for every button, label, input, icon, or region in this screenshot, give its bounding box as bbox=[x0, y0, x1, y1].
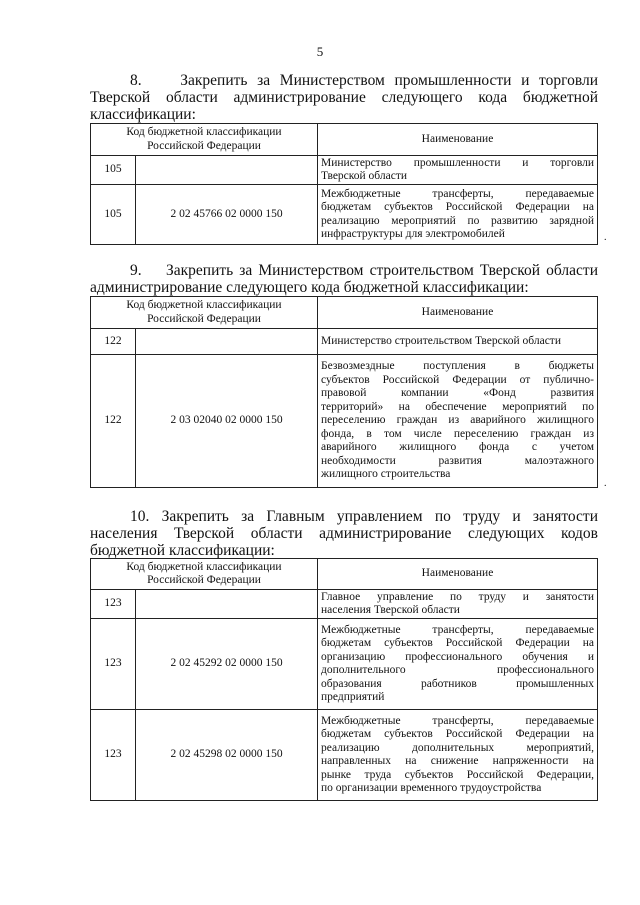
admin-code-cell: 123 bbox=[91, 710, 136, 801]
text-line: классификации: bbox=[90, 106, 196, 123]
name-cell: Министерство промышленности и торговли Тверской области bbox=[318, 156, 598, 185]
section-10-text bbox=[90, 508, 598, 559]
code-header: Код бюджетной классификации Российской Федерации bbox=[91, 124, 318, 156]
table-row bbox=[91, 156, 598, 185]
admin-code-cell: 123 bbox=[91, 590, 136, 619]
admin-code-cell: 123 bbox=[91, 619, 136, 710]
section-9-table bbox=[90, 296, 598, 488]
code-header: Код бюджетной классификации Российской Федерации bbox=[91, 559, 318, 590]
budget-code-cell: 2 02 45292 02 0000 150 bbox=[136, 619, 318, 710]
margin-mark: . bbox=[604, 478, 607, 489]
admin-code-cell: 105 bbox=[91, 156, 136, 185]
table-row bbox=[91, 590, 598, 619]
name-cell: Межбюджетные трансферты, передаваемые бюджетам субъектов Российской Федерации на реализацию дополнительных мероприятий, направленных на снижение напряженности на рынке труда субъектов Российской Федерации, по организации временного трудоустройства bbox=[318, 710, 598, 801]
name-cell: Межбюджетные трансферты, передаваемые бюджетам субъектов Российской Федерации на реализацию мероприятий по развитию зарядной инфраструктуры для электромобилей bbox=[318, 185, 598, 245]
table-header-row bbox=[91, 297, 598, 329]
admin-code-cell: 122 bbox=[91, 355, 136, 488]
table-row bbox=[91, 619, 598, 710]
text-line: Тверской области администрирование следующего кода бюджетной bbox=[90, 89, 598, 106]
name-header: Наименование bbox=[318, 559, 598, 590]
admin-code-cell: 122 bbox=[91, 329, 136, 355]
section-8-text bbox=[90, 72, 598, 123]
name-header: Наименование bbox=[318, 124, 598, 156]
budget-code-cell: 2 02 45766 02 0000 150 bbox=[136, 185, 318, 245]
text-line: 8. Закрепить за Министерством промышленности и торговли bbox=[130, 72, 598, 89]
budget-code-cell bbox=[136, 156, 318, 185]
text-line: 9. Закрепить за Министерством строительством Тверской области bbox=[130, 262, 598, 279]
budget-code-cell: 2 02 45298 02 0000 150 bbox=[136, 710, 318, 801]
name-header: Наименование bbox=[318, 297, 598, 329]
table-header-row bbox=[91, 559, 598, 590]
name-cell: Министерство строительством Тверской области bbox=[318, 329, 598, 355]
budget-code-cell bbox=[136, 329, 318, 355]
name-cell: Межбюджетные трансферты, передаваемые бюджетам субъектов Российской Федерации на организацию профессионального обучения и дополнительного профессионального образования работников промышленных предприятий bbox=[318, 619, 598, 710]
table-row bbox=[91, 355, 598, 488]
text-line: администрирование следующего кода бюджетной классификации: bbox=[90, 279, 529, 296]
table-row bbox=[91, 185, 598, 245]
budget-code-cell: 2 03 02040 02 0000 150 bbox=[136, 355, 318, 488]
table-header-row bbox=[91, 124, 598, 156]
section-10-table bbox=[90, 558, 598, 801]
page-number: 5 bbox=[316, 44, 324, 59]
table-row bbox=[91, 710, 598, 801]
table-row bbox=[91, 329, 598, 355]
text-line: 10. Закрепить за Главным управлением по труду и занятости bbox=[130, 508, 598, 525]
text-line: населения Тверской области администрирование следующих кодов bbox=[90, 525, 598, 542]
text-line: бюджетной классификации: bbox=[90, 542, 275, 559]
section-8-table bbox=[90, 123, 598, 245]
name-cell: Главное управление по труду и занятости населения Тверской области bbox=[318, 590, 598, 619]
code-header: Код бюджетной классификации Российской Федерации bbox=[91, 297, 318, 329]
section-9-text bbox=[90, 262, 598, 296]
name-cell: Безвозмездные поступления в бюджеты субъектов Российской Федерации от публично- правовой компании «Фонд развития территорий» на обеспечение мероприятий по переселению граждан из аварийного жилищного фонда, в том числе переселению граждан из аварийного жилищного фонда с учетом необходимости развития малоэтажного жилищного строительства bbox=[318, 355, 598, 488]
budget-code-cell bbox=[136, 590, 318, 619]
admin-code-cell: 105 bbox=[91, 185, 136, 245]
margin-mark: . bbox=[604, 232, 607, 243]
